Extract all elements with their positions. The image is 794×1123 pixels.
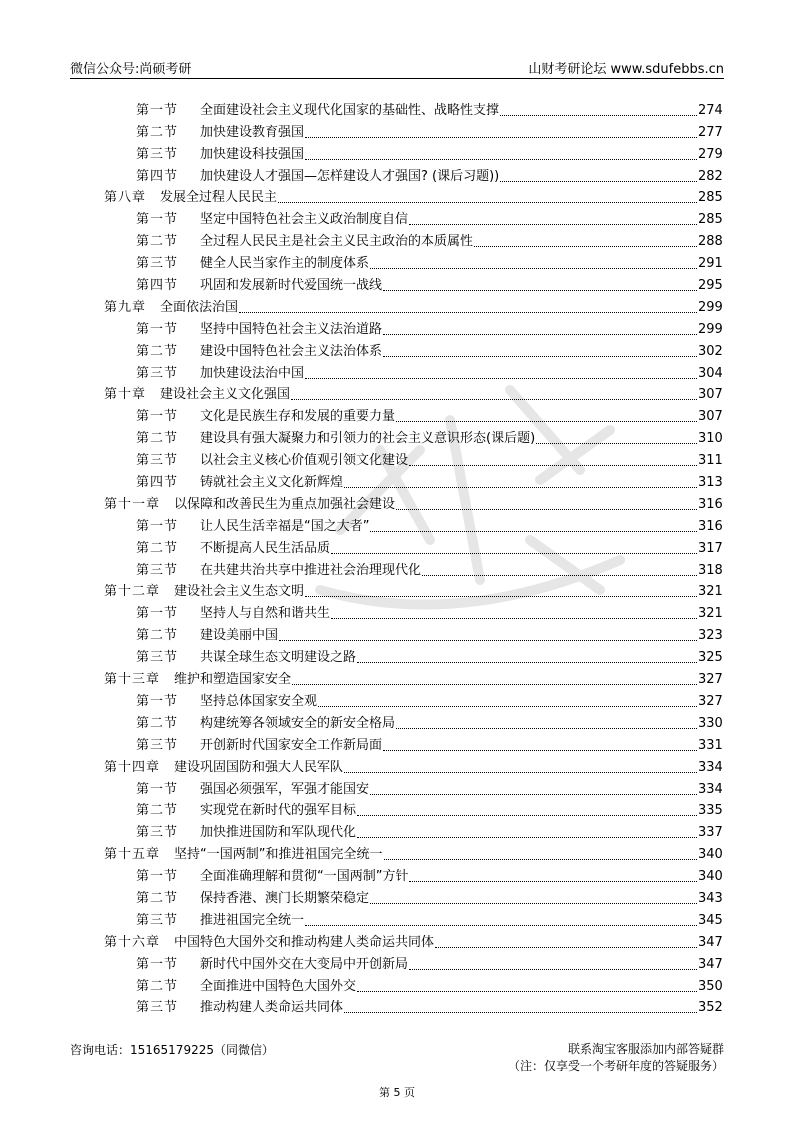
toc-entry-title: 发展全过程人民民主 [160, 190, 278, 206]
toc-dot-leader [357, 991, 697, 992]
toc-entry-page: 316 [698, 518, 723, 534]
toc-entry-label: 第二节 [136, 628, 179, 644]
toc-entry-title: 不断提高人民生活品质 [200, 540, 331, 556]
toc-entry-title: 加快推进国防和军队现代化 [200, 825, 357, 841]
toc-entry-title: 建设美丽中国 [200, 628, 279, 644]
toc-entry-label: 第三节 [136, 912, 179, 928]
toc-entry-title: 构建统筹各领域安全的新安全格局 [200, 715, 396, 731]
toc-section-entry[interactable] [104, 536, 722, 558]
toc-chapter-entry[interactable] [104, 930, 722, 952]
toc-entry-label: 第二节 [136, 234, 179, 250]
toc-section-entry[interactable] [104, 207, 722, 229]
toc-chapter-entry[interactable] [104, 755, 722, 777]
toc-entry-title: 共谋全球生态文明建设之路 [200, 650, 357, 666]
toc-entry-title: 加快建设科技强国 [200, 146, 305, 162]
toc-entry-title: 以社会主义核心价值观引领文化建设 [200, 453, 409, 469]
toc-dot-leader [396, 728, 697, 729]
toc-entry-label: 第三节 [136, 453, 179, 469]
toc-entry-label: 第二节 [136, 803, 179, 819]
toc-section-entry[interactable] [104, 864, 722, 886]
toc-entry-title: 维护和塑造国家安全 [174, 672, 292, 688]
toc-dot-leader [409, 881, 697, 882]
toc-entry-page: 350 [698, 978, 723, 994]
toc-dot-leader [239, 312, 697, 313]
toc-entry-label: 第一节 [136, 606, 179, 622]
toc-entry-label: 第九章 [104, 299, 147, 315]
toc-section-entry[interactable] [104, 689, 722, 711]
toc-dot-leader [396, 421, 697, 422]
toc-entry-title: 建设巩固国防和强大人民军队 [174, 759, 344, 775]
toc-section-entry[interactable] [104, 952, 722, 974]
toc-entry-title: 建设中国特色社会主义法治体系 [200, 343, 383, 359]
toc-entry-title: 建设社会主义生态文明 [174, 584, 305, 600]
page-header [70, 56, 724, 79]
footer-notice-line1: 联系淘宝客服添加内部答疑群 [567, 1042, 724, 1056]
toc-entry-page: 325 [698, 650, 723, 666]
toc-dot-leader [409, 465, 697, 466]
toc-dot-leader [474, 246, 697, 247]
toc-dot-leader [500, 115, 697, 116]
toc-dot-leader [409, 969, 697, 970]
toc-entry-title: 坚持总体国家安全观 [200, 693, 318, 709]
toc-entry-page: 352 [698, 1000, 723, 1016]
toc-entry-label: 第一节 [136, 212, 179, 228]
toc-entry-title: 健全人民当家作主的制度体系 [200, 256, 370, 272]
toc-entry-title: 加快建设教育强国 [200, 124, 305, 140]
toc-entry-title: 实现党在新时代的强军目标 [200, 803, 357, 819]
toc-entry-title: 推进祖国完全统一 [200, 912, 305, 928]
toc-section-entry[interactable] [104, 164, 722, 186]
toc-entry-page: 347 [698, 934, 723, 950]
toc-dot-leader [536, 443, 697, 444]
toc-entry-page: 318 [698, 562, 723, 578]
footer-notice [508, 1041, 724, 1075]
toc-entry-page: 327 [698, 672, 723, 688]
toc-entry-title: 坚持“一国两制”和推进祖国完全统一 [174, 847, 383, 863]
toc-entry-title: 全过程人民民主是社会主义民主政治的本质属性 [200, 234, 474, 250]
toc-entry-label: 第三节 [136, 737, 179, 753]
toc-entry-label: 第十一章 [104, 496, 161, 512]
toc-section-entry[interactable] [104, 142, 722, 164]
toc-dot-leader [370, 903, 697, 904]
toc-section-entry[interactable] [104, 558, 722, 580]
toc-entry-label: 第三节 [136, 365, 179, 381]
toc-entry-label: 第三节 [136, 562, 179, 578]
toc-entry-page: 316 [698, 496, 723, 512]
toc-dot-leader [305, 137, 697, 138]
toc-entry-label: 第二节 [136, 540, 179, 556]
toc-entry-label: 第八章 [104, 190, 147, 206]
toc-section-entry[interactable] [104, 733, 722, 755]
header-forum-site: 山财考研论坛 www.sdufebbs.cn [528, 62, 724, 77]
toc-entry-label: 第二节 [136, 978, 179, 994]
toc-dot-leader [396, 509, 697, 510]
toc-entry-title: 加快建设人才强国—怎样建设人才强国? (课后习题)) [200, 168, 500, 184]
toc-entry-label: 第十六章 [104, 934, 161, 950]
toc-entry-label: 第一节 [136, 409, 179, 425]
toc-entry-title: 巩固和发展新时代爱国统一战线 [200, 278, 383, 294]
toc-dot-leader [305, 378, 697, 379]
toc-dot-leader [383, 334, 697, 335]
toc-section-entry[interactable] [104, 448, 722, 470]
toc-dot-leader [422, 575, 697, 576]
toc-entry-page: 323 [698, 628, 723, 644]
toc-entry-title: 让人民生活幸福是“国之大者” [200, 518, 370, 534]
toc-entry-page: 295 [698, 278, 723, 294]
toc-entry-title: 坚持中国特色社会主义法治道路 [200, 321, 383, 337]
toc-section-entry[interactable] [104, 974, 722, 996]
toc-section-entry[interactable] [104, 317, 722, 339]
toc-entry-page: 277 [698, 124, 723, 140]
toc-entry-label: 第四节 [136, 168, 179, 184]
toc-chapter-entry[interactable] [104, 186, 722, 208]
toc-chapter-entry[interactable] [104, 383, 722, 405]
toc-entry-title: 文化是民族生存和发展的重要力量 [200, 409, 396, 425]
toc-dot-leader [344, 487, 697, 488]
toc-entry-page: 345 [698, 912, 723, 928]
toc-entry-title: 坚持人与自然和谐共生 [200, 606, 331, 622]
toc-entry-page: 307 [698, 409, 723, 425]
toc-section-entry[interactable] [104, 799, 722, 821]
toc-entry-title: 建设社会主义文化强国 [160, 387, 291, 403]
toc-entry-page: 330 [698, 715, 723, 731]
toc-entry-title: 全面准确理解和贯彻“一国两制”方针 [200, 869, 409, 885]
toc-dot-leader [278, 202, 697, 203]
toc-entry-page: 335 [698, 803, 723, 819]
toc-dot-leader [344, 772, 697, 773]
toc-entry-page: 340 [698, 847, 723, 863]
toc-entry-label: 第一节 [136, 956, 179, 972]
footer-notice-line2: （注：仅享受一个考研年度的答疑服务） [507, 1059, 724, 1073]
toc-entry-label: 第一节 [136, 321, 179, 337]
toc-entry-page: 311 [698, 453, 723, 469]
toc-entry-label: 第一节 [136, 781, 179, 797]
toc-entry-page: 331 [698, 737, 723, 753]
toc-section-entry[interactable] [104, 404, 722, 426]
toc-entry-page: 313 [698, 475, 723, 491]
toc-chapter-entry[interactable] [104, 580, 722, 602]
toc-dot-leader [409, 224, 697, 225]
toc-entry-title: 加快建设法治中国 [200, 365, 305, 381]
toc-entry-title: 建设具有强大凝聚力和引领力的社会主义意识形态(课后题) [200, 431, 536, 447]
toc-entry-label: 第三节 [136, 256, 179, 272]
toc-entry-title: 中国特色大国外交和推动构建人类命运共同体 [174, 934, 435, 950]
toc-entry-page: 340 [698, 869, 723, 885]
toc-section-entry[interactable] [104, 645, 722, 667]
toc-entry-page: 282 [698, 168, 723, 184]
toc-section-entry[interactable] [104, 886, 722, 908]
toc-dot-leader [344, 1012, 697, 1013]
toc-entry-label: 第二节 [136, 124, 179, 140]
toc-entry-title: 以保障和改善民生为重点加强社会建设 [174, 496, 396, 512]
toc-dot-leader [357, 662, 697, 663]
toc-entry-page: 299 [698, 299, 723, 315]
toc-section-entry[interactable] [104, 777, 722, 799]
toc-entry-page: 343 [698, 890, 723, 906]
toc-dot-leader [500, 181, 697, 182]
toc-entry-title: 铸就社会主义文化新辉煌 [200, 475, 344, 491]
toc-dot-leader [305, 596, 697, 597]
toc-dot-leader [370, 268, 697, 269]
toc-section-entry[interactable] [104, 623, 722, 645]
toc-section-entry[interactable] [104, 339, 722, 361]
toc-dot-leader [383, 290, 697, 291]
toc-entry-label: 第十三章 [104, 672, 161, 688]
toc-entry-page: 337 [698, 825, 723, 841]
toc-dot-leader [383, 750, 697, 751]
toc-entry-title: 推动构建人类命运共同体 [200, 1000, 344, 1016]
toc-entry-page: 302 [698, 343, 723, 359]
toc-dot-leader [383, 356, 697, 357]
toc-entry-page: 327 [698, 693, 723, 709]
toc-dot-leader [305, 925, 697, 926]
toc-section-entry[interactable] [104, 820, 722, 842]
toc-entry-page: 274 [698, 102, 723, 118]
toc-entry-label: 第十四章 [104, 759, 161, 775]
toc-section-entry[interactable] [104, 229, 722, 251]
toc-entry-page: 310 [698, 431, 723, 447]
toc-dot-leader [331, 618, 697, 619]
toc-entry-page: 291 [698, 256, 723, 272]
toc-entry-label: 第三节 [136, 825, 179, 841]
toc-section-entry[interactable] [104, 996, 722, 1018]
toc-entry-label: 第四节 [136, 475, 179, 491]
toc-section-entry[interactable] [104, 361, 722, 383]
toc-entry-page: 321 [698, 584, 723, 600]
toc-dot-leader [291, 399, 697, 400]
toc-section-entry[interactable] [104, 251, 722, 273]
toc-entry-title: 在共建共治共享中推进社会治理现代化 [200, 562, 422, 578]
toc-entry-page: 307 [698, 387, 723, 403]
toc-entry-page: 304 [698, 365, 723, 381]
toc-entry-page: 285 [698, 212, 723, 228]
toc-entry-label: 第四节 [136, 278, 179, 294]
page-number: 第 5 页 [379, 1086, 415, 1099]
toc-entry-title: 全面依法治国 [160, 299, 239, 315]
toc-entry-title: 新时代中国外交在大变局中开创新局 [200, 956, 409, 972]
toc-section-entry[interactable] [104, 601, 722, 623]
toc-entry-label: 第三节 [136, 1000, 179, 1016]
toc-entry-label: 第一节 [136, 869, 179, 885]
toc-dot-leader [435, 947, 697, 948]
toc-section-entry[interactable] [104, 120, 722, 142]
toc-entry-label: 第二节 [136, 431, 179, 447]
toc-dot-leader [384, 859, 698, 860]
toc-entry-page: 334 [698, 781, 723, 797]
toc-section-entry[interactable] [104, 514, 722, 536]
toc-entry-title: 全面推进中国特色大国外交 [200, 978, 357, 994]
toc-entry-page: 317 [698, 540, 723, 556]
toc-entry-page: 288 [698, 234, 723, 250]
toc-dot-leader [331, 553, 697, 554]
toc-entry-label: 第三节 [136, 650, 179, 666]
toc-chapter-entry[interactable] [104, 295, 722, 317]
toc-entry-page: 334 [698, 759, 723, 775]
toc-entry-title: 保持香港、澳门长期繁荣稳定 [200, 890, 370, 906]
toc-entry-label: 第一节 [136, 102, 179, 118]
toc-dot-leader [279, 640, 697, 641]
footer-contact-phone: 咨询电话：15165179225（同微信） [70, 1043, 274, 1057]
toc-entry-title: 强国必须强军，军强才能国安 [200, 781, 370, 797]
toc-entry-page: 347 [698, 956, 723, 972]
toc-section-entry[interactable] [104, 908, 722, 930]
toc-section-entry[interactable] [104, 470, 722, 492]
toc-entry-title: 坚定中国特色社会主义政治制度自信 [200, 212, 409, 228]
toc-entry-page: 321 [698, 606, 723, 622]
toc-dot-leader [305, 159, 697, 160]
toc-dot-leader [292, 684, 697, 685]
toc-chapter-entry[interactable] [104, 492, 722, 514]
toc-entry-page: 299 [698, 321, 723, 337]
toc-entry-label: 第一节 [136, 693, 179, 709]
toc-entry-label: 第二节 [136, 343, 179, 359]
toc-section-entry[interactable] [104, 273, 722, 295]
table-of-contents [104, 98, 722, 1017]
toc-section-entry[interactable] [104, 711, 722, 733]
toc-entry-label: 第一节 [136, 518, 179, 534]
toc-chapter-entry[interactable] [104, 667, 722, 689]
toc-section-entry[interactable] [104, 98, 722, 120]
toc-chapter-entry[interactable] [104, 842, 722, 864]
toc-entry-page: 279 [698, 146, 723, 162]
toc-entry-label: 第十五章 [104, 847, 161, 863]
toc-dot-leader [318, 706, 697, 707]
toc-entry-title: 开创新时代国家安全工作新局面 [200, 737, 383, 753]
toc-dot-leader [357, 837, 697, 838]
toc-entry-label: 第二节 [136, 715, 179, 731]
toc-dot-leader [370, 794, 697, 795]
toc-entry-label: 第十二章 [104, 584, 161, 600]
toc-entry-title: 全面建设社会主义现代化国家的基础性、战略性支撑 [200, 102, 500, 118]
toc-entry-label: 第三节 [136, 146, 179, 162]
toc-dot-leader [357, 815, 697, 816]
toc-entry-label: 第十章 [104, 387, 147, 403]
header-wechat-account: 微信公众号:尚硕考研 [70, 62, 192, 77]
toc-section-entry[interactable] [104, 426, 722, 448]
toc-dot-leader [370, 531, 697, 532]
toc-entry-label: 第二节 [136, 890, 179, 906]
toc-entry-page: 285 [698, 190, 723, 206]
